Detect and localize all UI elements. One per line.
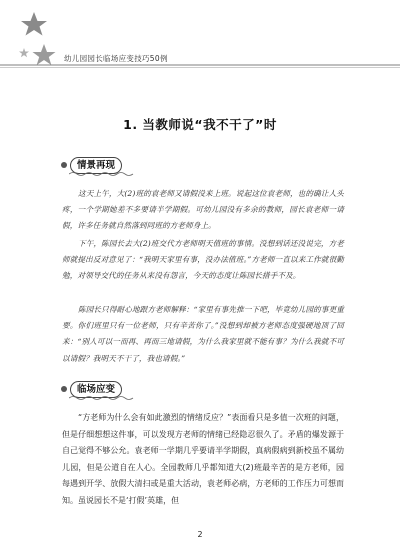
paragraph: 这天上午，大(2)班的袁老师又请假没来上班。说起这位袁老师，也的确让人头疼，一个学期她差不多要请半学期假。可幼儿园没有多余的教师，园长袁老师一请假，许多任务就自然落到同班的方老师身上。	[62, 189, 344, 231]
chapter-title: 1. 当教师说“我不干了”时	[123, 117, 277, 132]
bullet-dot-icon	[61, 386, 67, 392]
section-label: 临场应变	[70, 381, 122, 398]
section-label: 情景再现	[70, 157, 122, 174]
section-tag-scenario	[61, 156, 122, 174]
running-header-title: 幼儿园园长临场应变技巧50例	[64, 54, 168, 63]
paragraph: “方老师为什么会有如此激烈的情绪反应？”表面看只是多值一次班的问题，但是仔细想想这件事，可以发现方老师的情绪已经隐忍很久了。矛盾的爆发源于自己觉得不够公允。袁老师一学期几乎要请半学期假，真病假病到新校虽不属幼儿园，但是公道自在人心。全园教师几乎都知道大(2)班最辛苦的是方老师，园每遇到开学、放假大清扫或是重大活动，袁老师必病，方老师的工作压力可想而知。虽说园长不是‘打假’英雄，但	[62, 413, 344, 505]
wave-underline-icon	[69, 171, 135, 177]
paragraph: 陈园长只得耐心地跟方老师解释：“家里有事先推一下吧，毕竟幼儿园的事更重要。你们班里只有一位老师，只有辛苦你了。”没想到却被方老师态度强硬地顶了回来：“别人可以一而再、再而三地请假，为什么我家里就不能有事？为什么我就不可以请假？我明天不干了，我也请假。”	[62, 305, 344, 363]
bullet-dot-icon	[61, 162, 67, 168]
page-number: 2	[197, 530, 203, 539]
header-divider	[0, 63, 400, 71]
paragraph: 下午，陈园长去大(2)班交代方老师明天值班的事情。没想到话还没说完，方老师就提出反对意见了：“我明天家里有事，没办法值班。”方老师一直以来工作就很勤勉，对领导交代的任务从来没有怨言，今天的态度让陈园长措手不及。	[62, 239, 344, 281]
wave-underline-icon	[69, 395, 135, 401]
section-tag-response	[61, 380, 122, 398]
